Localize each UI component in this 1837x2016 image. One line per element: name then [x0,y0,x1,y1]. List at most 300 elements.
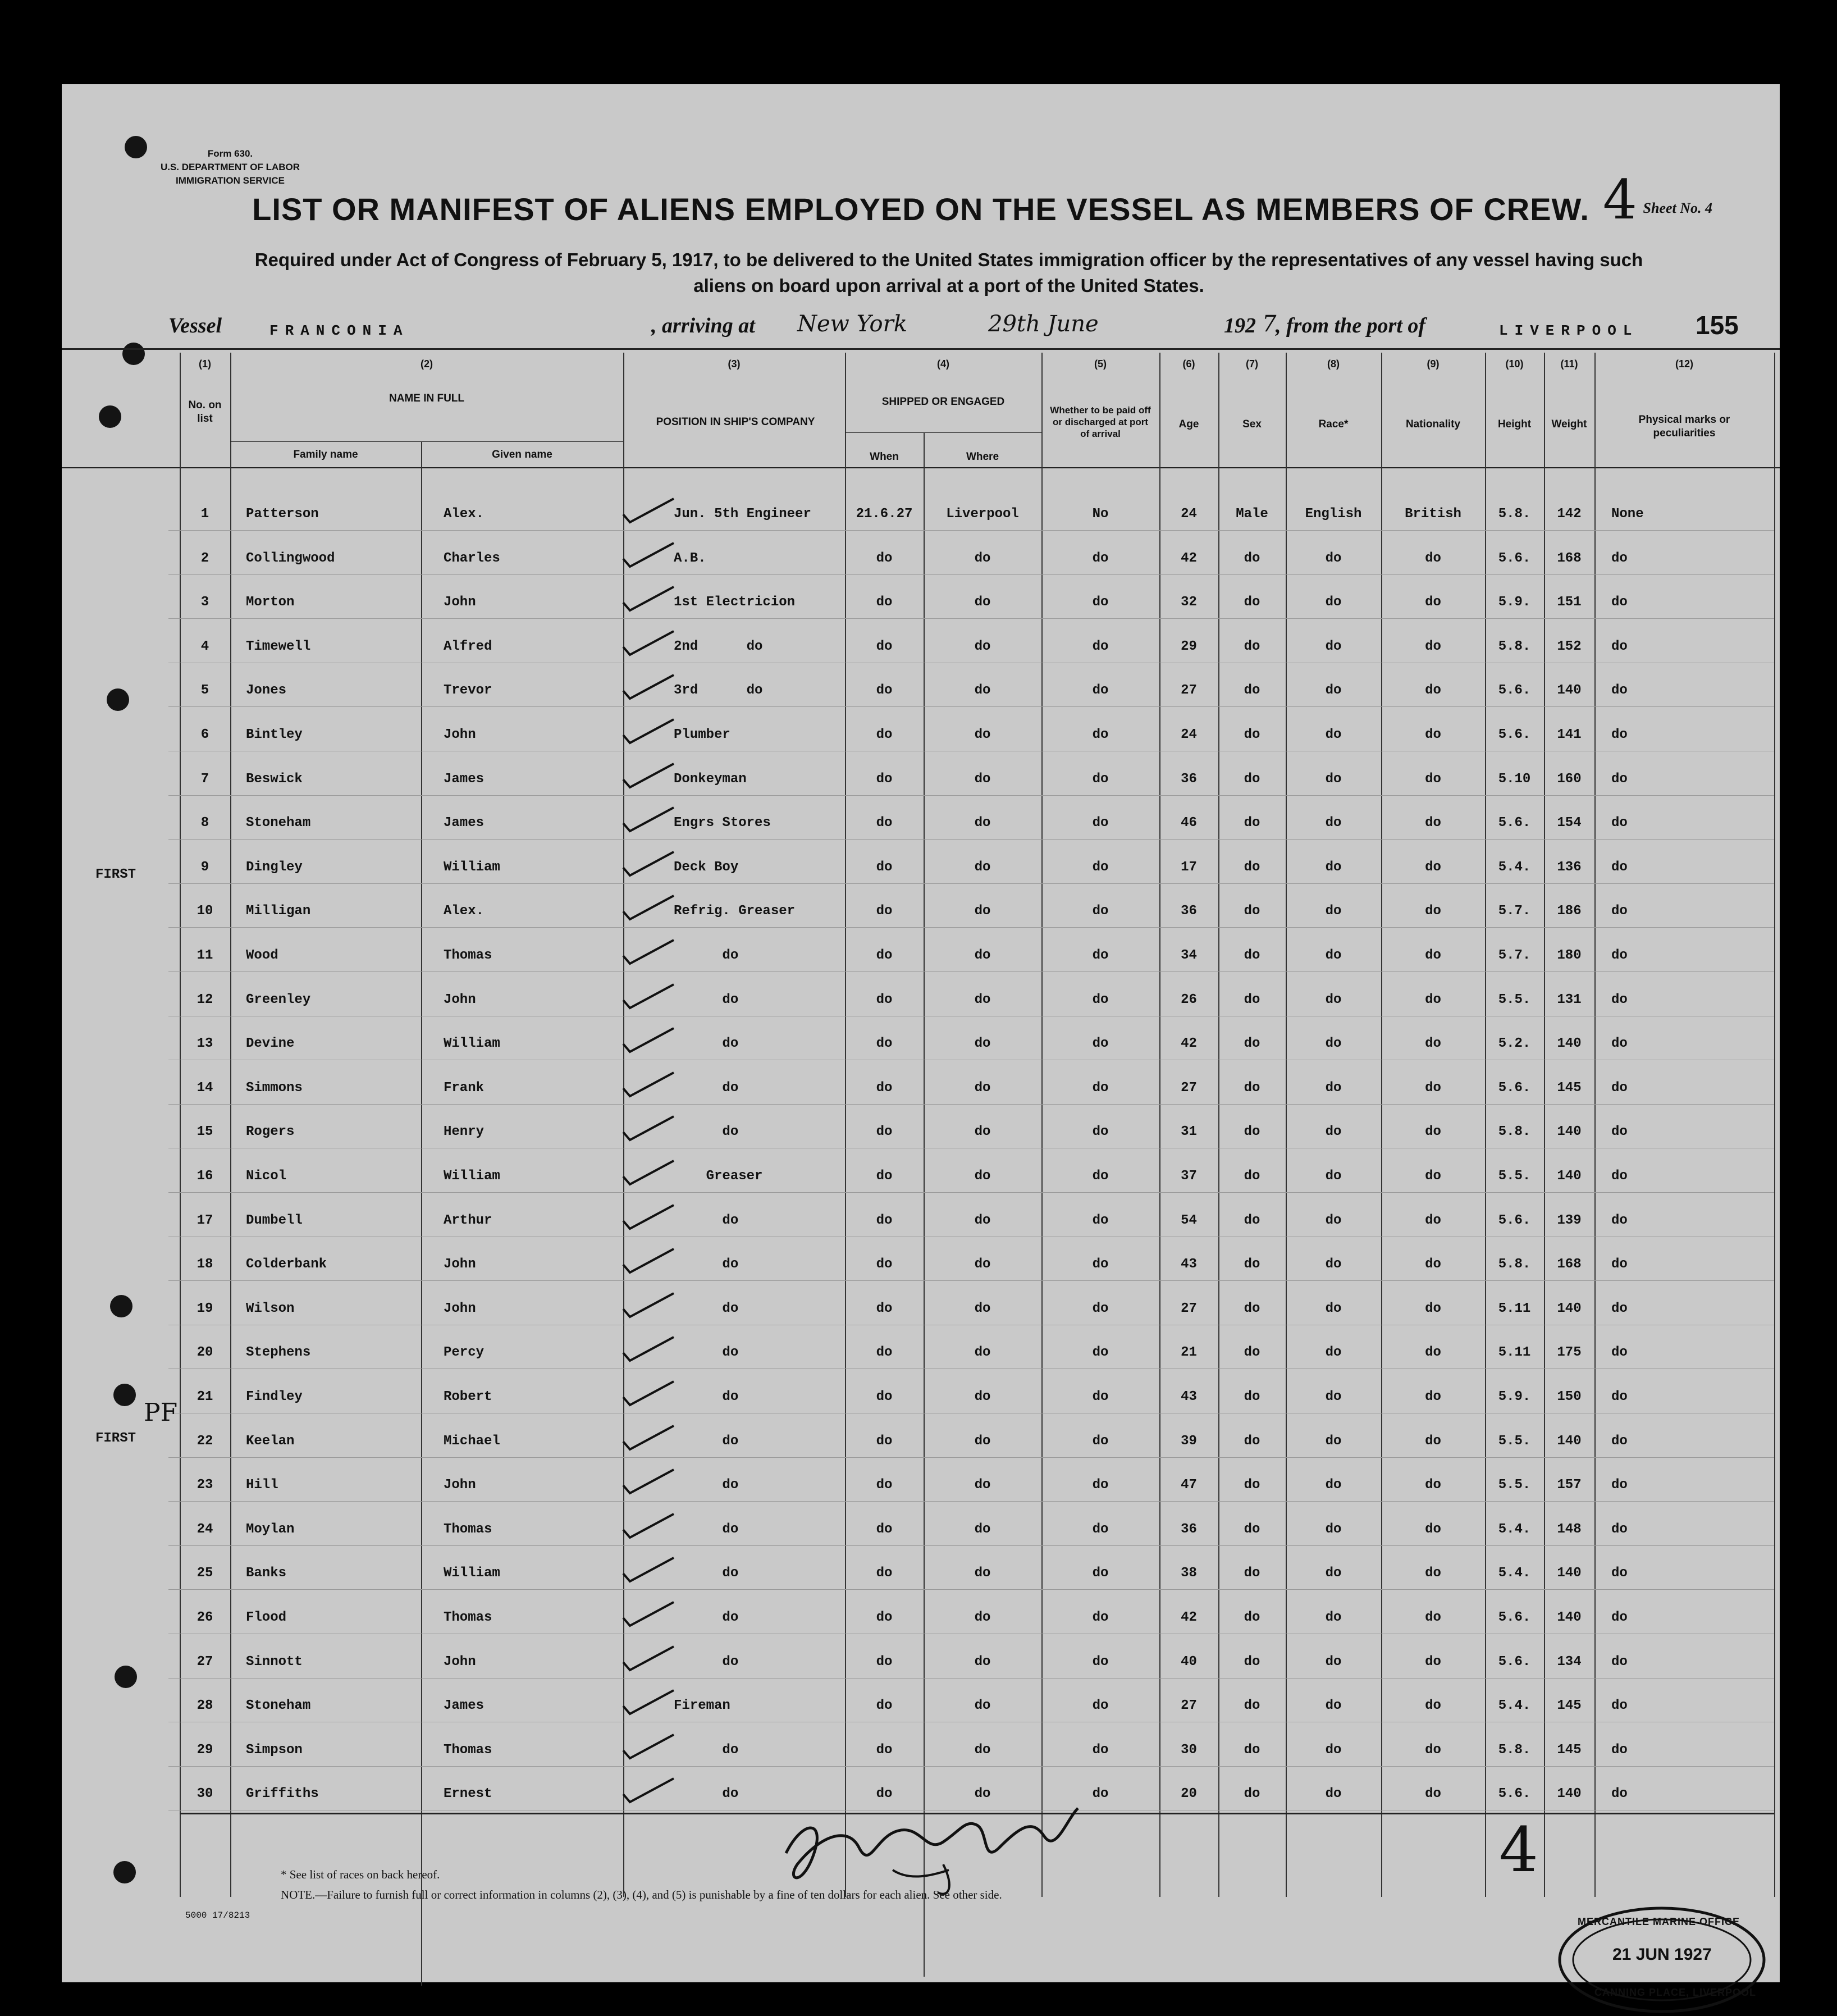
cell-row-number: 22 [197,1433,213,1449]
cell-age: 36 [1181,1521,1197,1537]
cell-nationality: do [1425,595,1441,610]
cell-family-name: Morton [246,595,295,610]
cell-position: 1st Electricion [674,595,796,610]
cell-physical-marks: do [1611,1610,1628,1625]
vessel-name: FRANCONIA [269,322,409,339]
table-row [62,1024,1780,1065]
cell-family-name: Milligan [246,904,311,919]
header-age: Age [1178,418,1199,430]
cell-shipped-when: do [876,1654,893,1670]
cell-family-name: Stoneham [246,1698,311,1714]
cell-height: 5.5. [1498,992,1531,1007]
cell-race: do [1325,1477,1342,1493]
margin-hand-mark: PF [144,1398,178,1427]
cell-position: 2nd do [674,638,763,654]
bottom-hand-number: 4 [1499,1814,1538,1886]
cell-height: 5.8. [1498,1742,1531,1758]
cell-position: do [674,1389,739,1404]
cell-family-name: Devine [246,1036,295,1052]
cell-weight: 148 [1557,1521,1582,1537]
cell-height: 5.6. [1498,1080,1531,1096]
header-physical-marks: Physical marks or peculiarities [1638,414,1730,439]
cell-shipped-where: do [974,771,991,787]
cell-paid-off: do [1092,1345,1109,1361]
cell-shipped-where: do [974,859,991,875]
cell-nationality: do [1425,859,1441,875]
cell-sex: do [1244,1566,1260,1581]
cell-sex: do [1244,992,1260,1007]
cell-nationality: do [1425,948,1441,963]
cell-physical-marks: do [1611,1654,1628,1670]
check-mark-icon [618,1070,674,1104]
cell-sex: Male [1236,507,1268,522]
cell-weight: 140 [1557,1566,1582,1581]
cell-physical-marks: do [1611,1698,1628,1714]
cell-weight: 160 [1557,771,1582,787]
margin-mark: FIRST [95,1431,136,1446]
cell-race: do [1325,1389,1342,1404]
cell-race: do [1325,859,1342,875]
arrival-date: 29th June [988,311,1099,337]
cell-height: 5.7. [1498,904,1531,919]
form-identifier [146,147,314,188]
cell-shipped-where: do [974,1786,991,1802]
cell-row-number: 30 [197,1786,213,1802]
cell-shipped-where: do [974,815,991,831]
cell-shipped-where: do [974,1654,991,1670]
cell-race: do [1325,1169,1342,1184]
column-number: (10) [1505,358,1524,370]
header-name-in-full: NAME IN FULL [389,393,465,404]
cell-family-name: Patterson [246,507,319,522]
cell-shipped-where: do [974,1433,991,1449]
cell-shipped-when: do [876,1257,893,1272]
cell-family-name: Findley [246,1389,303,1404]
check-mark-icon [618,1424,674,1457]
cell-sex: do [1244,1389,1260,1404]
cell-shipped-when: do [876,1477,893,1493]
check-mark-icon [618,1203,674,1237]
header-when: When [870,451,899,463]
cell-shipped-when: do [876,1786,893,1802]
cell-nationality: do [1425,1654,1441,1670]
cell-given-name: Arthur [444,1212,492,1228]
cell-shipped-when: do [876,1301,893,1316]
cell-row-number: 6 [200,727,209,742]
table-row [62,1068,1780,1110]
cell-shipped-when: do [876,1742,893,1758]
cell-position: do [674,1257,739,1272]
check-mark-icon [618,1512,674,1545]
check-mark-icon [618,1379,674,1413]
cell-height: 5.11 [1498,1345,1531,1361]
check-mark-icon [618,1467,674,1501]
cell-physical-marks: do [1611,1566,1628,1581]
cell-shipped-when: do [876,859,893,875]
cell-race: do [1325,638,1342,654]
cell-age: 34 [1181,948,1197,963]
cell-height: 5.5. [1498,1169,1531,1184]
cell-shipped-when: do [876,815,893,831]
cell-family-name: Collingwood [246,550,335,566]
cell-weight: 168 [1557,1257,1582,1272]
cell-shipped-where: do [974,1036,991,1052]
cell-shipped-when: do [876,948,893,963]
stamp-office: MERCANTILE MARINE OFFICE [1578,1916,1740,1927]
cell-weight: 145 [1557,1742,1582,1758]
cell-shipped-when: do [876,1080,893,1096]
cell-shipped-where: do [974,948,991,963]
cell-nationality: do [1425,1521,1441,1537]
cell-shipped-where: do [974,1389,991,1404]
cell-row-number: 13 [197,1036,213,1052]
cell-position: A.B. [674,550,706,566]
cell-row-number: 14 [197,1080,213,1096]
page-title: LIST OR MANIFEST OF ALIENS EMPLOYED ON THE VESSEL AS MEMBERS OF CREW. [252,191,1589,227]
vessel-label: Vessel [168,314,222,337]
cell-row-number: 16 [197,1169,213,1184]
cell-height: 5.7. [1498,948,1531,963]
cell-age: 37 [1181,1169,1197,1184]
cell-paid-off: do [1092,859,1109,875]
cell-paid-off: do [1092,683,1109,699]
sheet-hand-number: 4 [1602,168,1637,231]
cell-height: 5.9. [1498,595,1531,610]
cell-race: do [1325,1301,1342,1316]
check-mark-icon [618,585,674,618]
cell-sex: do [1244,638,1260,654]
cell-shipped-when: do [876,683,893,699]
cell-shipped-when: do [876,1698,893,1714]
cell-family-name: Moylan [246,1521,295,1537]
cell-shipped-where: do [974,550,991,566]
column-number: (5) [1094,358,1107,370]
cell-paid-off: do [1092,1521,1109,1537]
cell-shipped-where: do [974,1477,991,1493]
cell-sex: do [1244,1786,1260,1802]
cell-nationality: do [1425,1036,1441,1052]
cell-nationality: do [1425,550,1441,566]
cell-paid-off: do [1092,1742,1109,1758]
cell-position: Deck Boy [674,859,739,875]
cell-family-name: Dingley [246,859,303,875]
cell-nationality: do [1425,1433,1441,1449]
cell-height: 5.6. [1498,1212,1531,1228]
check-mark-icon [618,1776,674,1810]
cell-race: do [1325,815,1342,831]
stamp-address: CANNING PLACE, LIVERPOOL [1594,1987,1757,1998]
cell-paid-off: do [1092,948,1109,963]
cell-sex: do [1244,859,1260,875]
vessel-line [168,313,1740,347]
cell-family-name: Stoneham [246,815,311,831]
table-row [62,803,1780,845]
cell-race: do [1325,727,1342,742]
cell-shipped-when: do [876,771,893,787]
cell-position: do [674,1654,739,1670]
cell-paid-off: do [1092,771,1109,787]
cell-paid-off: do [1092,1080,1109,1096]
cell-nationality: do [1425,1698,1441,1714]
cell-age: 20 [1181,1786,1197,1802]
cell-race: do [1325,1566,1342,1581]
cell-race: do [1325,992,1342,1007]
cell-shipped-when: do [876,1169,893,1184]
cell-weight: 145 [1557,1698,1582,1714]
cell-physical-marks: do [1611,638,1628,654]
cell-shipped-where: do [974,638,991,654]
column-number: (3) [728,358,741,370]
check-mark-icon [618,982,674,1016]
footnote-note: NOTE.—Failure to furnish full or correct information in columns (2), (3), (4), and (5) is punishable by a fine of ten dollars for each alien. See other side. [281,1888,1002,1901]
check-mark-icon [618,761,674,795]
cell-shipped-where: do [974,683,991,699]
cell-race: do [1325,1433,1342,1449]
cell-family-name: Jones [246,683,287,699]
cell-family-name: Greenley [246,992,311,1007]
table-row [62,1642,1780,1684]
cell-family-name: Stephens [246,1345,311,1361]
cell-shipped-when: do [876,1433,893,1449]
cell-nationality: do [1425,1169,1441,1184]
cell-position: do [674,1124,739,1140]
cell-nationality: do [1425,1477,1441,1493]
cell-paid-off: do [1092,638,1109,654]
cell-given-name: John [444,595,476,610]
cell-paid-off: do [1092,595,1109,610]
cell-position: do [674,1433,739,1449]
cell-position: do [674,1521,739,1537]
arriving-label: , arriving at [651,314,755,337]
cell-height: 5.6. [1498,727,1531,742]
cell-shipped-where: do [974,1521,991,1537]
check-mark-icon [618,1158,674,1192]
cell-age: 36 [1181,771,1197,787]
table-row [62,847,1780,889]
table-row [62,1465,1780,1507]
cell-row-number: 4 [200,638,209,654]
cell-age: 54 [1181,1212,1197,1228]
cell-sex: do [1244,1257,1260,1272]
cell-row-number: 2 [200,550,209,566]
cell-height: 5.8. [1498,507,1531,522]
cell-shipped-when: do [876,992,893,1007]
cell-nationality: do [1425,1257,1441,1272]
header-family-name: Family name [293,449,358,460]
cell-shipped-when: do [876,638,893,654]
cell-age: 27 [1181,683,1197,699]
cell-age: 39 [1181,1433,1197,1449]
cell-shipped-where: do [974,595,991,610]
cell-race: do [1325,550,1342,566]
cell-position: do [674,1786,739,1802]
cell-given-name: John [444,1257,476,1272]
cell-race: English [1305,507,1362,522]
cell-physical-marks: do [1611,595,1628,610]
table-row [62,1509,1780,1551]
cell-given-name: John [444,1301,476,1316]
cell-shipped-when: do [876,1389,893,1404]
cell-height: 5.8. [1498,638,1531,654]
cell-height: 5.6. [1498,815,1531,831]
cell-height: 5.6. [1498,683,1531,699]
cell-position: do [674,1212,739,1228]
cell-position: do [674,1477,739,1493]
cell-physical-marks: do [1611,1389,1628,1404]
cell-physical-marks: do [1611,1169,1628,1184]
cell-paid-off: do [1092,992,1109,1007]
cell-given-name: John [444,1654,476,1670]
cell-family-name: Beswick [246,771,303,787]
cell-weight: 142 [1557,507,1582,522]
cell-sex: do [1244,1036,1260,1052]
cell-nationality: do [1425,771,1441,787]
form-number: Form 630. [207,148,253,159]
cell-physical-marks: do [1611,904,1628,919]
cell-row-number: 25 [197,1566,213,1581]
table-row [62,1289,1780,1330]
cell-given-name: Frank [444,1080,485,1096]
cell-position: Refrig. Greaser [674,904,796,919]
page-subtitle [163,247,1735,299]
cell-physical-marks: None [1611,507,1644,522]
header-divider [62,467,1780,468]
table-row [62,1730,1780,1772]
cell-row-number: 3 [200,595,209,610]
cell-paid-off: do [1092,1610,1109,1625]
cell-position: do [674,1610,739,1625]
table-row [62,582,1780,624]
cell-physical-marks: do [1611,992,1628,1007]
cell-weight: 140 [1557,1786,1582,1802]
cell-physical-marks: do [1611,815,1628,831]
cell-race: do [1325,1610,1342,1625]
cell-sex: do [1244,1169,1260,1184]
subtitle-line-1: Required under Act of Congress of February 5, 1917, to be delivered to the United States immigration officer by the representatives of any vessel having such [254,249,1643,270]
check-mark-icon [618,1291,674,1325]
punch-hole [125,136,147,158]
cell-given-name: Robert [444,1389,492,1404]
cell-shipped-when: do [876,1610,893,1625]
cell-shipped-when: do [876,550,893,566]
cell-nationality: do [1425,815,1441,831]
cell-sex: do [1244,948,1260,963]
header-shipped: SHIPPED OR ENGAGED [881,396,1005,408]
check-mark-icon [618,673,674,706]
cell-sex: do [1244,1654,1260,1670]
cell-race: do [1325,1080,1342,1096]
check-mark-icon [618,805,674,839]
cell-nationality: do [1425,992,1441,1007]
cell-weight: 151 [1557,595,1582,610]
arriving-port: New York [797,311,907,337]
column-number: (11) [1560,358,1578,370]
cell-height: 5.4. [1498,1521,1531,1537]
cell-row-number: 27 [197,1654,213,1670]
cell-row-number: 1 [200,507,209,522]
check-mark-icon [618,1600,674,1634]
cell-family-name: Wood [246,948,278,963]
cell-family-name: Simpson [246,1742,303,1758]
cell-age: 31 [1181,1124,1197,1140]
cell-given-name: Thomas [444,948,492,963]
cell-race: do [1325,595,1342,610]
cell-age: 42 [1181,550,1197,566]
stamp-date: 21 JUN 1927 [1612,1945,1712,1964]
cell-nationality: do [1425,1742,1441,1758]
table-row [62,759,1780,801]
cell-position: Jun. 5th Engineer [674,507,811,522]
check-mark-icon [618,541,674,574]
cell-family-name: Dumbell [246,1212,303,1228]
check-mark-icon [618,938,674,971]
cell-position: Plumber [674,727,730,742]
cell-physical-marks: do [1611,1345,1628,1361]
cell-family-name: Sinnott [246,1654,303,1670]
cell-race: do [1325,771,1342,787]
cell-physical-marks: do [1611,1036,1628,1052]
header-position: POSITION IN SHIP'S COMPANY [656,416,815,428]
cell-race: do [1325,1124,1342,1140]
cell-given-name: John [444,1477,476,1493]
cell-position: do [674,1301,739,1316]
cell-shipped-where: do [974,1566,991,1581]
table-row [62,715,1780,756]
cell-sex: do [1244,1477,1260,1493]
cell-physical-marks: do [1611,859,1628,875]
cell-weight: 131 [1557,992,1582,1007]
cell-sex: do [1244,771,1260,787]
table-row [62,1553,1780,1595]
cell-age: 26 [1181,992,1197,1007]
cell-height: 5.8. [1498,1124,1531,1140]
cell-nationality: do [1425,1212,1441,1228]
cell-sex: do [1244,1698,1260,1714]
cell-position: 3rd do [674,683,763,699]
cell-shipped-when: do [876,1345,893,1361]
cell-row-number: 21 [197,1389,213,1404]
cell-age: 30 [1181,1742,1197,1758]
cell-row-number: 12 [197,992,213,1007]
check-mark-icon [618,717,674,751]
table-row [62,671,1780,712]
cell-physical-marks: do [1611,1212,1628,1228]
cell-nationality: do [1425,727,1441,742]
cell-weight: 152 [1557,638,1582,654]
cell-age: 29 [1181,638,1197,654]
cell-family-name: Nicol [246,1169,287,1184]
column-number: (4) [937,358,949,370]
cell-paid-off: do [1092,1212,1109,1228]
cell-paid-off: do [1092,904,1109,919]
cell-shipped-when: do [876,727,893,742]
cell-weight: 154 [1557,815,1582,831]
cell-age: 27 [1181,1301,1197,1316]
cell-family-name: Wilson [246,1301,295,1316]
cell-shipped-where: do [974,992,991,1007]
header-sex: Sex [1242,418,1262,430]
cell-race: do [1325,683,1342,699]
cell-age: 43 [1181,1257,1197,1272]
cell-sex: do [1244,1212,1260,1228]
cell-shipped-when: do [876,1521,893,1537]
cell-height: 5.4. [1498,1698,1531,1714]
cell-given-name: William [444,1036,500,1052]
cell-row-number: 18 [197,1257,213,1272]
cell-nationality: do [1425,1345,1441,1361]
table-row [62,1333,1780,1374]
cell-physical-marks: do [1611,727,1628,742]
